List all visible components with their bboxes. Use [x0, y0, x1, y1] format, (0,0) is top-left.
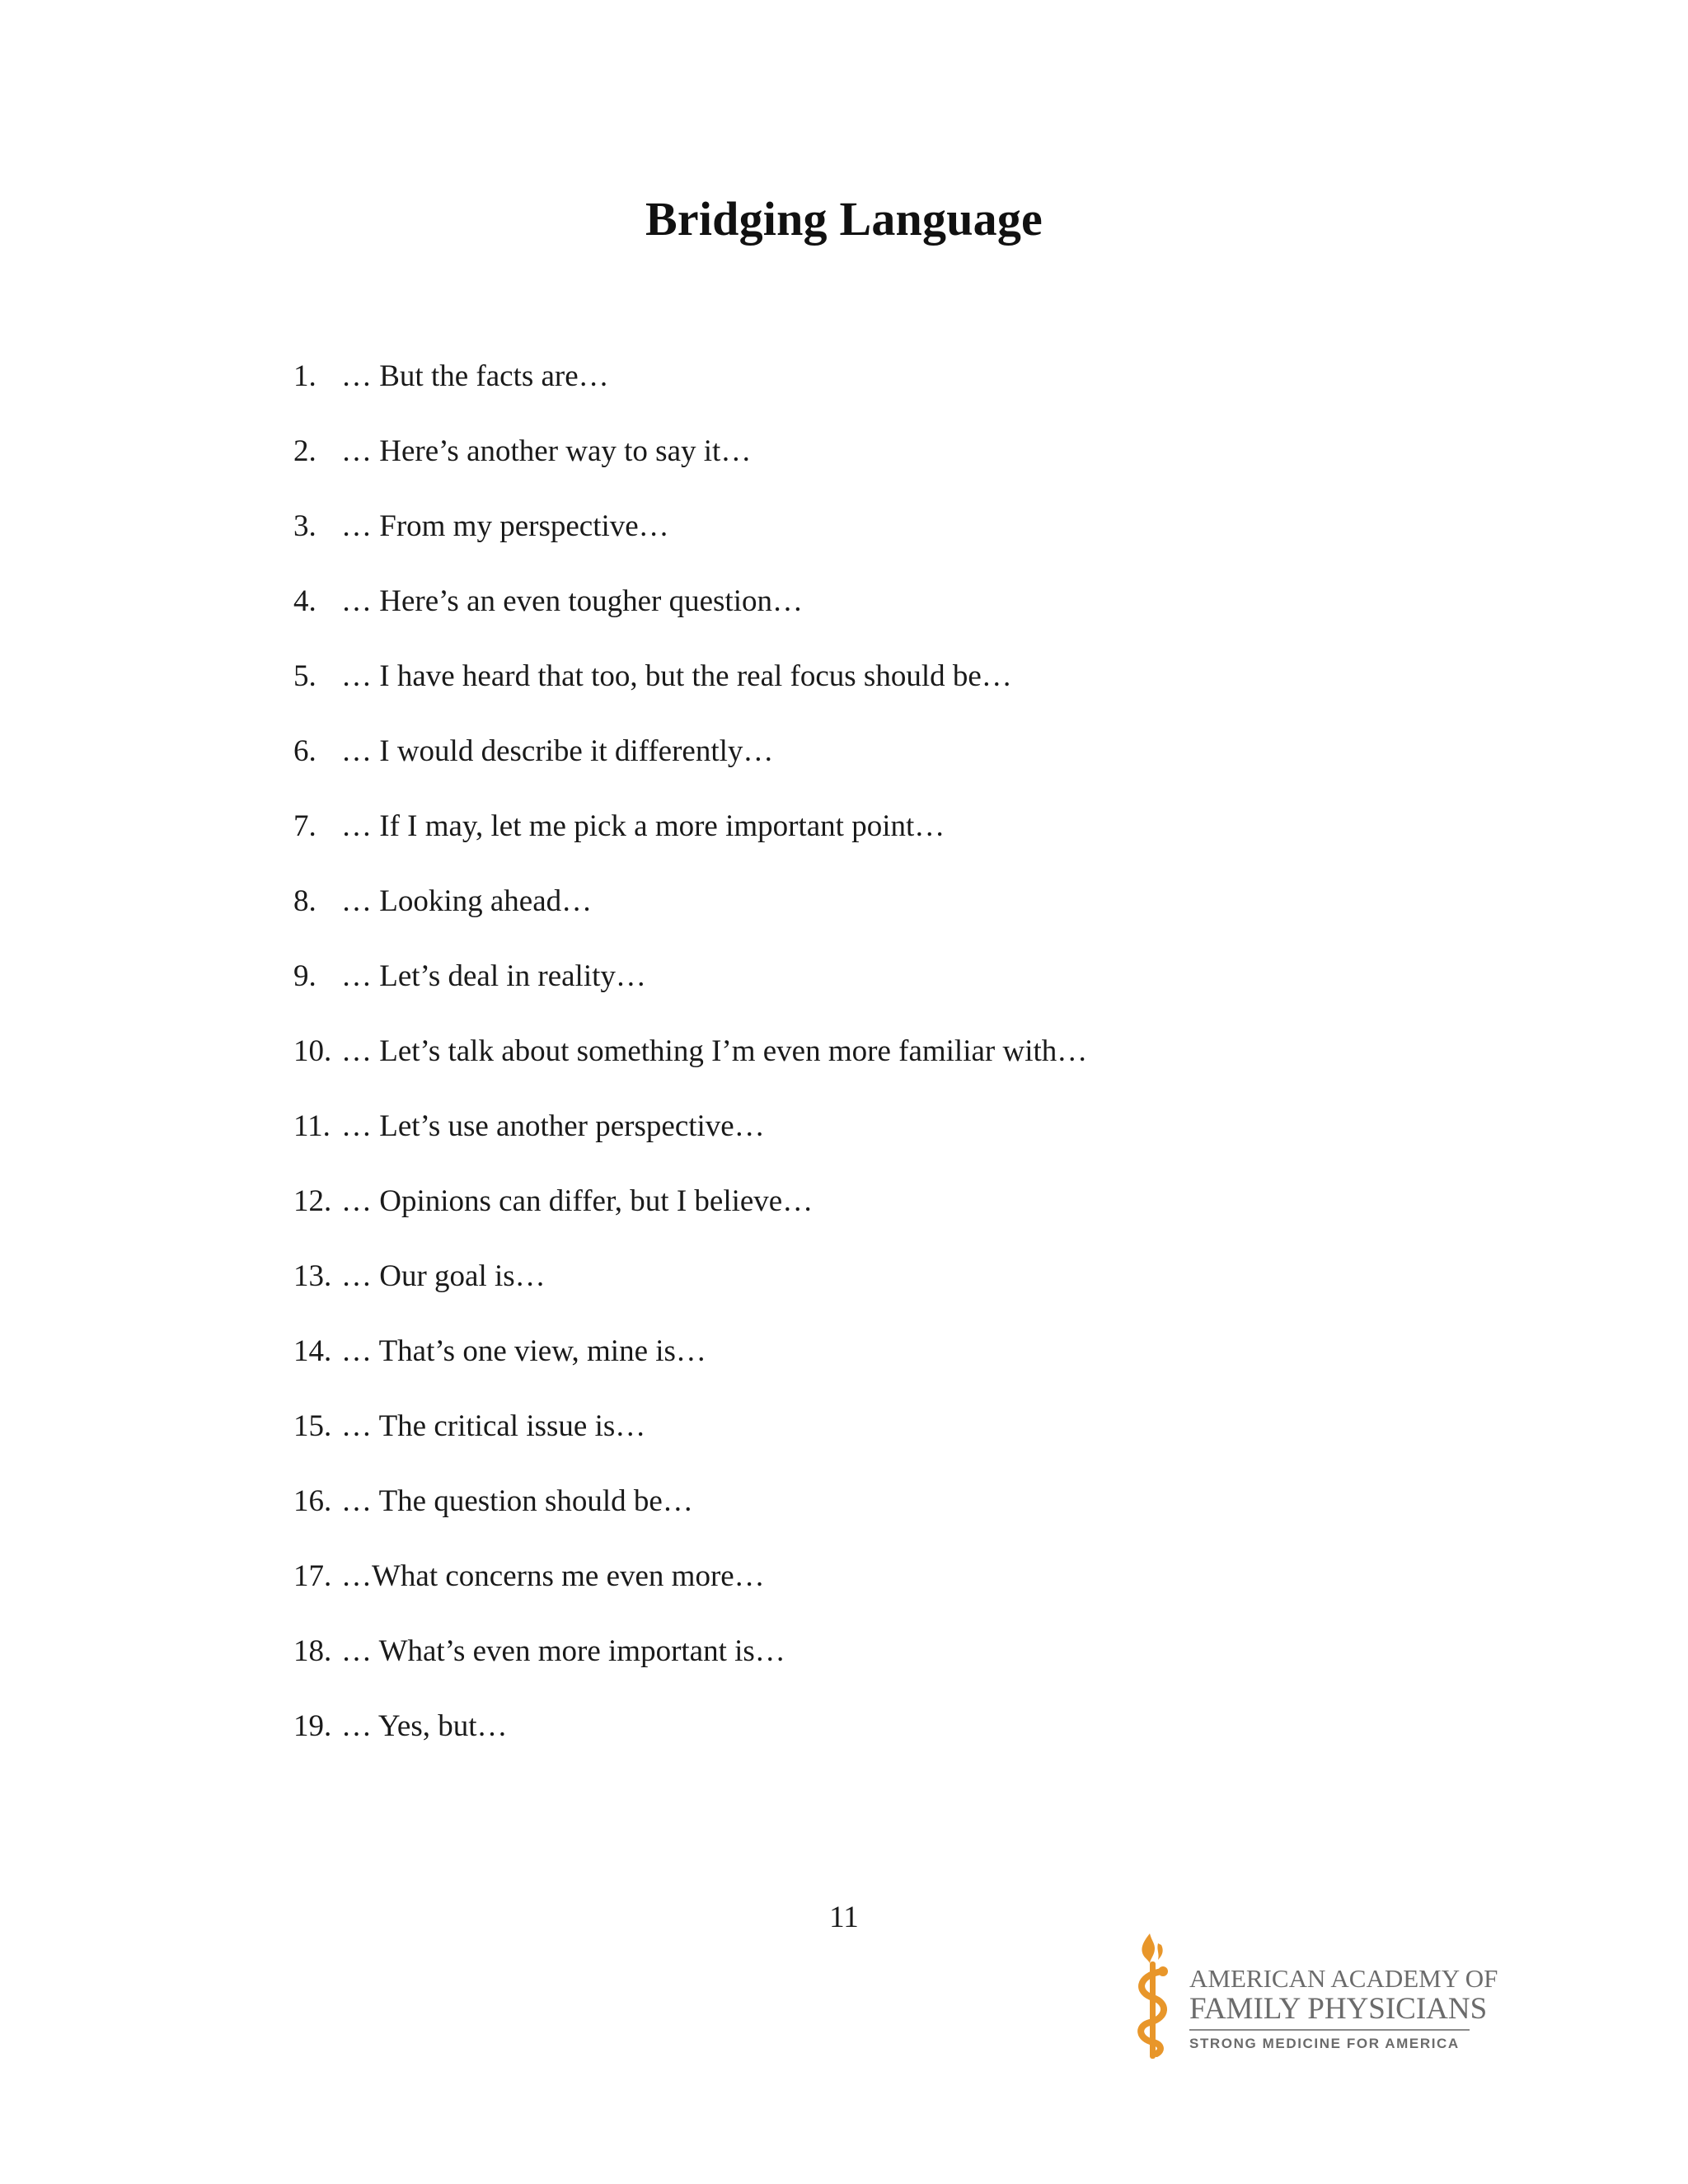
list-item [293, 1554, 1087, 1629]
logo-tagline: STRONG MEDICINE FOR AMERICA [1189, 2036, 1460, 2051]
list-item-text: … If I may, let me pick a more important point… [341, 809, 945, 843]
list-item-number: 19. [293, 1709, 332, 1743]
list-item-text: … The question should be… [341, 1484, 693, 1518]
list-item-number: 3. [293, 509, 316, 543]
list-item-number: 12. [293, 1184, 332, 1218]
list-item [293, 804, 1087, 879]
logo-divider [1189, 2029, 1470, 2031]
list-item [293, 1179, 1087, 1254]
list-item [293, 1479, 1087, 1554]
list-item-number: 2. [293, 434, 316, 468]
list-item-number: 13. [293, 1259, 332, 1293]
list-item [293, 354, 1087, 429]
list-item-text: … I would describe it differently… [341, 734, 774, 768]
list-item-text: … The critical issue is… [341, 1409, 646, 1443]
list-item-number: 11. [293, 1109, 331, 1143]
list-item-text: … Looking ahead… [341, 884, 593, 918]
list-item-number: 9. [293, 959, 316, 993]
list-item-text: … But the facts are… [341, 359, 609, 393]
list-item-text: … Let’s talk about something I’m even more familiar with… [341, 1034, 1088, 1068]
list-item-number: 1. [293, 359, 316, 393]
list-item-number: 4. [293, 584, 316, 618]
list-item-number: 6. [293, 734, 316, 768]
list-item-number: 8. [293, 884, 316, 918]
list-item-text: … Yes, but… [341, 1709, 508, 1743]
list-item [293, 879, 1087, 954]
list-item [293, 954, 1087, 1029]
list-item-text: … Our goal is… [341, 1259, 546, 1293]
list-item-text: … Here’s an even tougher question… [341, 584, 803, 618]
aafp-logo [1125, 1929, 1498, 2060]
list-item-text: … Here’s another way to say it… [341, 434, 752, 468]
list-item [293, 1254, 1087, 1329]
list-item-text: … Opinions can differ, but I believe… [341, 1184, 814, 1218]
list-item-number: 5. [293, 659, 316, 693]
flame-tongue [1157, 1943, 1162, 1960]
list-item [293, 1629, 1087, 1704]
list-item-text: … Let’s deal in reality… [341, 959, 646, 993]
page-title: Bridging Language [645, 192, 1043, 246]
serpent-head [1158, 1966, 1168, 1976]
list-item [293, 654, 1087, 729]
list-item-text: … That’s one view, mine is… [341, 1334, 706, 1368]
list-item-number: 15. [293, 1409, 332, 1443]
list-item-number: 7. [293, 809, 316, 843]
list-item-text: … From my perspective… [341, 509, 669, 543]
list-item [293, 1104, 1087, 1179]
list-item-text: …What concerns me even more… [341, 1559, 765, 1593]
logo-line-1: AMERICAN ACADEMY OF [1189, 1964, 1498, 1993]
list-item-number: 18. [293, 1634, 332, 1668]
list-item [293, 1329, 1087, 1404]
bridging-phrase-list [293, 354, 1087, 1779]
list-item [293, 729, 1087, 804]
page-number: 11 [829, 1900, 859, 1934]
logo-wordmark [1189, 1964, 1498, 2052]
list-item [293, 504, 1087, 579]
list-item [293, 1029, 1087, 1104]
list-item-text: … What’s even more important is… [341, 1634, 785, 1668]
list-item-number: 14. [293, 1334, 332, 1368]
list-item [293, 579, 1087, 654]
list-item-number: 10. [293, 1034, 332, 1068]
logo-line-2: FAMILY PHYSICIANS [1189, 1992, 1488, 2026]
list-item [293, 1704, 1087, 1779]
flame-shape [1142, 1933, 1155, 1963]
list-item-text: … Let’s use another perspective… [341, 1109, 765, 1143]
list-item [293, 1404, 1087, 1479]
list-item [293, 429, 1087, 504]
caduceus-flame-icon [1125, 1929, 1183, 2060]
list-item-number: 17. [293, 1559, 332, 1593]
list-item-text: … I have heard that too, but the real focus should be… [341, 659, 1012, 693]
list-item-number: 16. [293, 1484, 332, 1518]
